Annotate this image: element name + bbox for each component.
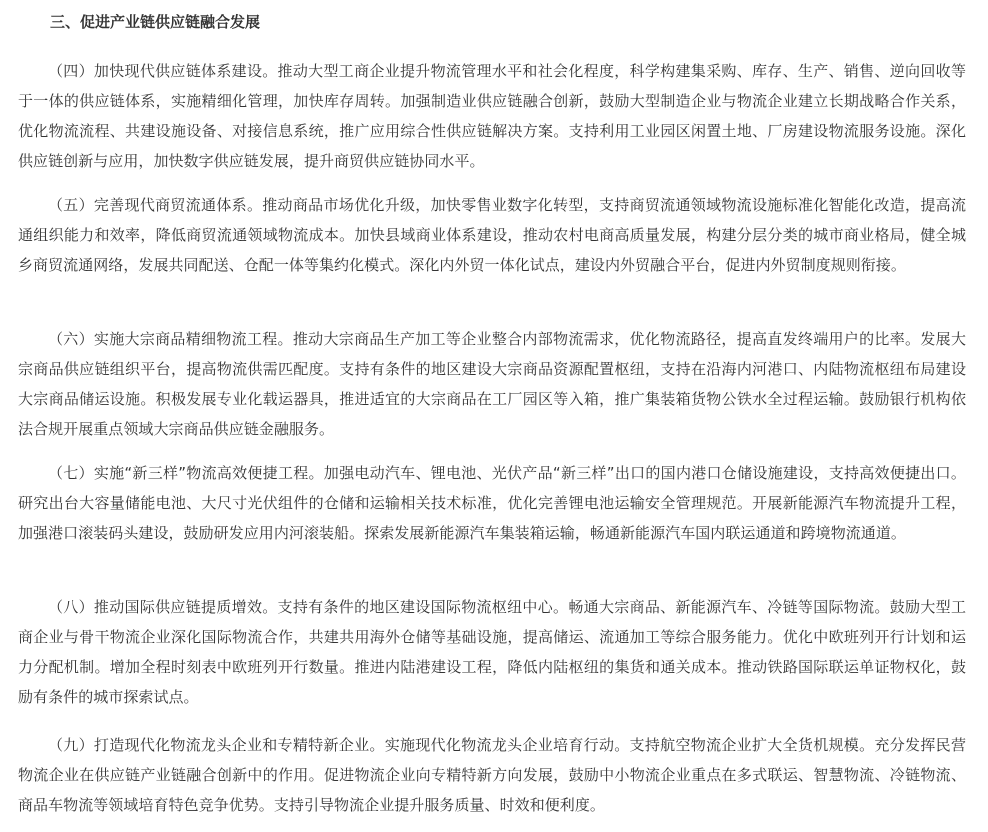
paragraph-item-5: （五）完善现代商贸流通体系。推动商品市场优化升级，加快零售业数字化转型，支持商贸流通领域物流设施标准化智能化改造，提高流通组织能力和效率，降低商贸流通领域物流成本。加快县域商业体系建设，推动农村电商高质量发展，构建分层分类的城市商业格局，健全城乡商贸流通网络，发展共同配送、仓配一体等集约化模式。深化内外贸一体化试点，建设内外贸融合平台，促进内外贸制度规则衔接。 bbox=[18, 196, 966, 274]
paragraph-item-4: （四）加快现代供应链体系建设。推动大型工商企业提升物流管理水平和社会化程度，科学构建集采购、库存、生产、销售、逆向回收等于一体的供应链体系，实施精细化管理，加快库存周转。加强制造业供应链融合创新，鼓励大型制造企业与物流企业建立长期战略合作关系，优化物流流程、共建设施设备、对接信息系统，推广应用综合性供应链解决方案。支持利用工业园区闲置土地、厂房建设物流服务设施。深化供应链创新与应用，加快数字供应链发展，提升商贸供应链协同水平。 bbox=[18, 62, 966, 170]
paragraph-item-8: （八）推动国际供应链提质增效。支持有条件的地区建设国际物流枢纽中心。畅通大宗商品、新能源汽车、冷链等国际物流。鼓励大型工商企业与骨干物流企业深化国际物流合作，共建共用海外仓储等基础设施，提高储运、流通加工等综合服务能力。优化中欧班列开行计划和运力分配机制。增加全程时刻表中欧班列开行数量。推进内陆港建设工程，降低内陆枢纽的集货和通关成本。推动铁路国际联运单证物权化，鼓励有条件的城市探索试点。 bbox=[18, 598, 966, 706]
paragraph-item-9: （九）打造现代化物流龙头企业和专精特新企业。实施现代化物流龙头企业培育行动。支持航空物流企业扩大全货机规模。充分发挥民营物流企业在供应链产业链融合创新中的作用。促进物流企业向专精特新方向发展，鼓励中小物流企业重点在多式联运、智慧物流、冷链物流、商品车物流等领域培育特色竞争优势。支持引导物流企业提升服务质量、时效和便利度。 bbox=[18, 736, 966, 814]
paragraph-item-6: （六）实施大宗商品精细物流工程。推动大宗商品生产加工等企业整合内部物流需求，优化物流路径，提高直发终端用户的比率。发展大宗商品供应链组织平台，提高物流供需匹配度。支持有条件的地区建设大宗商品资源配置枢纽，支持在沿海内河港口、内陆物流枢纽布局建设大宗商品储运设施。积极发展专业化载运器具，推进适宜的大宗商品在工厂园区等入箱，推广集装箱货物公铁水全过程运输。鼓励银行机构依法合规开展重点领域大宗商品供应链金融服务。 bbox=[18, 330, 966, 438]
paragraph-item-7: （七）实施“新三样”物流高效便捷工程。加强电动汽车、锂电池、光伏产品“新三样”出口的国内港口仓储设施建设，支持高效便捷出口。研究出台大容量储能电池、大尺寸光伏组件的仓储和运输相关技术标准，优化完善锂电池运输安全管理规范。开展新能源汽车物流提升工程，加强港口滚装码头建设，鼓励研发应用内河滚装船。探索发展新能源汽车集装箱运输，畅通新能源汽车国内联运通道和跨境物流通道。 bbox=[18, 464, 966, 542]
section-title: 三、促进产业链供应链融合发展 bbox=[50, 13, 261, 31]
